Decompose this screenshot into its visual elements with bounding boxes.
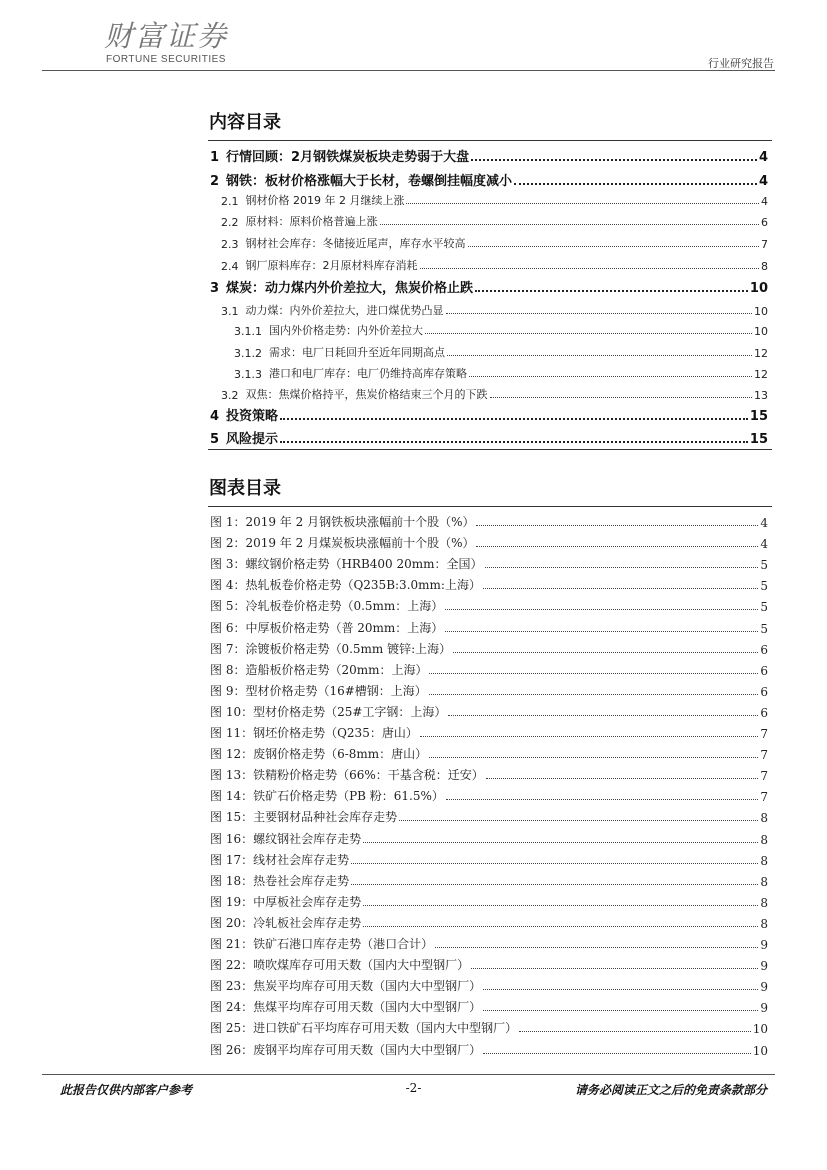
figure-entry[interactable] <box>210 827 768 847</box>
figure-entry-label: 图 5：冷轧板卷价格走势（0.5mm：上海） <box>210 599 444 614</box>
figure-entry-label: 图 12：废钢价格走势（6-8mm：唐山） <box>210 747 428 762</box>
toc-entry[interactable] <box>210 145 768 165</box>
leader-dots <box>471 158 757 161</box>
toc-entry-number: 2.3 <box>221 238 239 251</box>
leader-dots <box>280 440 748 443</box>
page-number: -2- <box>405 1081 422 1095</box>
figure-entry-page: 9 <box>760 959 768 974</box>
figure-entry-page: 7 <box>760 748 768 763</box>
figure-entry[interactable] <box>210 721 768 741</box>
toc-entry-number: 3 <box>210 281 220 296</box>
toc-entry[interactable] <box>221 298 768 318</box>
figure-entry[interactable] <box>210 594 768 614</box>
toc-entry-number: 2.4 <box>221 260 239 273</box>
figure-entry-label: 图 2：2019 年 2 月煤炭板块涨幅前十个股（%） <box>210 536 475 551</box>
figure-entry-label: 图 14：铁矿石价格走势（PB 粉：61.5%） <box>210 789 444 804</box>
toc-entry-text: 行情回顾：2月钢铁煤炭板块走势弱于大盘 <box>226 150 470 165</box>
figure-entry-page: 5 <box>760 558 768 573</box>
toc-entry-number: 5 <box>210 432 220 447</box>
leader-dots <box>351 862 758 864</box>
figure-entry-page: 9 <box>760 980 768 995</box>
leader-dots <box>429 693 759 695</box>
leader-dots <box>483 988 758 990</box>
leader-dots <box>447 354 752 356</box>
leader-dots <box>471 967 758 969</box>
leader-dots <box>446 312 753 314</box>
figure-entry-page: 9 <box>760 1001 768 1016</box>
leader-dots <box>519 1030 751 1032</box>
figure-entry[interactable] <box>210 637 768 657</box>
toc-entry-number: 2.2 <box>221 216 239 229</box>
leader-dots <box>469 375 752 377</box>
figure-entry-page: 5 <box>760 579 768 594</box>
leader-dots <box>486 777 759 779</box>
company-logo-en: FORTUNE SECURITIES <box>106 54 226 65</box>
toc-entry-text: 双焦：焦煤价格持平，焦炭价格结束三个月的下跌 <box>245 388 488 401</box>
leader-dots <box>435 946 758 948</box>
figure-entry-page: 8 <box>760 832 768 847</box>
figure-entry[interactable] <box>210 848 768 868</box>
figure-entry-label: 图 17：线材社会库存走势 <box>210 852 350 867</box>
leader-dots <box>363 841 758 843</box>
toc-entry-number: 3.1 <box>221 305 239 318</box>
leader-dots <box>420 267 760 269</box>
toc-entry[interactable] <box>210 169 768 189</box>
toc-entry[interactable] <box>234 318 768 338</box>
toc-title-divider <box>208 140 772 141</box>
toc-entry-page: 12 <box>754 347 768 360</box>
toc-title: 内容目录 <box>209 112 281 133</box>
leader-dots <box>399 819 758 821</box>
toc-entry-page: 4 <box>758 174 768 189</box>
toc-entry-page: 10 <box>749 281 768 296</box>
figure-entry-label: 图 1：2019 年 2 月钢铁板块涨幅前十个股（%） <box>210 515 475 529</box>
figure-entry-page: 10 <box>752 1043 768 1058</box>
leader-dots <box>490 396 753 398</box>
figures-title-divider <box>208 506 772 507</box>
toc-entry-page: 15 <box>749 409 768 424</box>
figure-entry-page: 6 <box>760 684 768 699</box>
figure-entry-page: 5 <box>760 600 768 615</box>
toc-entry[interactable] <box>221 253 768 273</box>
figure-entry-label: 图 15：主要钢材品种社会库存走势 <box>210 810 398 825</box>
figure-entry[interactable] <box>210 1016 768 1036</box>
toc-entry-page: 10 <box>754 305 768 318</box>
page-header <box>104 14 774 74</box>
toc-entry[interactable] <box>210 276 768 296</box>
leader-dots <box>380 223 760 225</box>
footer-divider <box>42 1074 775 1075</box>
figure-entry-label: 图 19：中厚板社会库存走势 <box>210 894 362 909</box>
toc-entry-text: 港口和电厂库存：电厂仍维持高库存策略 <box>269 367 467 380</box>
leader-dots <box>483 587 758 589</box>
toc-entry-number: 1 <box>210 150 220 165</box>
leader-dots <box>483 1009 758 1011</box>
figure-entry-label: 图 18：热卷社会库存走势 <box>210 873 350 888</box>
leader-dots <box>429 756 758 758</box>
toc-entry[interactable] <box>221 231 768 251</box>
toc-entry-text: 钢厂原料库存：2月原材料库存消耗 <box>245 259 418 272</box>
footer-notice: 请务必阅读正文之后的免责条款部分 <box>574 1083 767 1097</box>
figure-entry[interactable] <box>210 911 768 931</box>
figure-entry-page: 6 <box>760 642 768 657</box>
figure-entry[interactable] <box>210 1038 768 1058</box>
leader-dots <box>420 735 759 737</box>
leader-dots <box>446 798 758 800</box>
figure-entry-label: 图 13：铁精粉价格走势（66%：干基含税：迁安） <box>210 768 484 783</box>
figure-entry[interactable] <box>210 805 768 825</box>
toc-entry[interactable] <box>221 382 768 402</box>
toc-entry-number: 3.1.3 <box>234 368 262 381</box>
figure-entry[interactable] <box>210 763 768 783</box>
toc-entry-text: 投资策略 <box>226 409 279 424</box>
leader-dots <box>425 332 752 334</box>
figures-title: 图表目录 <box>209 478 281 499</box>
figure-entry-label: 图 7：涂镀板价格走势（0.5mm 镀锌:上海） <box>210 641 452 656</box>
figure-entry-label: 图 3：螺纹钢价格走势（HRB400 20mm：全国） <box>210 557 483 572</box>
figure-entry-page: 8 <box>760 916 768 931</box>
toc-entry-number: 3.1.1 <box>234 325 262 338</box>
figure-entry-page: 8 <box>760 811 768 826</box>
figure-entry-label: 图 25：进口铁矿石平均库存可用天数（国内大中型钢厂） <box>210 1021 518 1036</box>
toc-entry[interactable] <box>210 427 768 447</box>
figure-entry[interactable] <box>210 700 768 720</box>
leader-dots <box>476 524 758 526</box>
toc-entry[interactable] <box>221 188 768 208</box>
figure-entry[interactable] <box>210 869 768 889</box>
figure-entry[interactable] <box>210 531 768 551</box>
leader-dots <box>453 651 758 653</box>
figure-entry-page: 4 <box>760 516 768 530</box>
toc-entry[interactable] <box>234 340 768 360</box>
figure-entry-label: 图 9：型材价格走势（16#槽钢：上海） <box>210 683 427 698</box>
leader-dots <box>280 417 748 420</box>
leader-dots <box>363 925 758 927</box>
toc-entry-text: 原材料：原料价格普遍上涨 <box>245 215 378 228</box>
leader-dots <box>476 545 758 547</box>
toc-entry-page: 4 <box>758 150 768 165</box>
figure-entry-label: 图 8：造船板价格走势（20mm：上海） <box>210 662 428 677</box>
figure-entry[interactable] <box>210 742 768 762</box>
figure-entry[interactable] <box>210 890 768 910</box>
leader-dots <box>483 1052 751 1054</box>
figure-entry-label: 图 11：钢坯价格走势（Q235：唐山） <box>210 726 418 740</box>
leader-dots <box>445 630 758 632</box>
toc-entry-text: 钢材社会库存：冬储接近尾声，库存水平较高 <box>245 237 466 250</box>
toc-entry-page: 15 <box>749 432 768 447</box>
figure-entry-page: 7 <box>760 790 768 805</box>
toc-entry-text: 动力煤：内外价差拉大，进口煤优势凸显 <box>245 304 444 317</box>
figure-entry-page: 8 <box>760 853 768 868</box>
leader-dots <box>429 672 758 674</box>
figure-entry[interactable] <box>210 658 768 678</box>
figure-entry-label: 图 23：焦炭平均库存可用天数（国内大中型钢厂） <box>210 979 482 994</box>
company-logo: 财富证券 <box>104 19 229 53</box>
toc-entry-page: 6 <box>761 216 768 229</box>
toc-entry-text: 钢铁：板材价格涨幅大于长材，卷螺倒挂幅度减小 <box>226 174 513 189</box>
figure-entry-label: 图 22：喷吹煤库存可用天数（国内大中型钢厂） <box>210 958 470 973</box>
header-divider <box>42 70 775 71</box>
footer-disclaimer: 此报告仅供内部客户参考 <box>60 1083 193 1097</box>
toc-entry-number: 2 <box>210 174 220 189</box>
figure-entry[interactable] <box>210 616 768 636</box>
figure-entry-page: 6 <box>760 705 768 720</box>
toc-entry-page: 12 <box>754 368 768 381</box>
figure-entry[interactable] <box>210 573 768 593</box>
figure-entry[interactable] <box>210 932 768 952</box>
figure-entry[interactable] <box>210 679 768 699</box>
figure-entry-label: 图 21：铁矿石港口库存走势（港口合计） <box>210 937 434 951</box>
figure-entry[interactable] <box>210 974 768 994</box>
leader-dots <box>351 883 758 885</box>
figure-entry-page: 10 <box>752 1022 768 1037</box>
leader-dots <box>468 245 760 247</box>
toc-entry[interactable] <box>221 209 768 229</box>
figure-entry[interactable] <box>210 784 768 804</box>
leader-dots <box>445 608 758 610</box>
figure-entry-page: 4 <box>760 537 768 552</box>
figure-entry-label: 图 16：螺纹钢社会库存走势 <box>210 831 362 846</box>
leader-dots <box>475 289 748 292</box>
leader-dots <box>485 566 759 568</box>
figure-entry[interactable] <box>210 510 768 530</box>
figure-entry[interactable] <box>210 953 768 973</box>
figure-entry-page: 7 <box>760 727 768 741</box>
figure-entry-label: 图 4：热轧板卷价格走势（Q235B:3.0mm:上海） <box>210 578 481 593</box>
figure-entry-page: 5 <box>760 621 768 636</box>
toc-entry-number: 3.2 <box>221 389 239 402</box>
leader-dots <box>448 714 758 716</box>
leader-dots <box>514 182 757 185</box>
figure-entry-page: 8 <box>760 895 768 910</box>
toc-entry-text: 钢材价格 2019 年 2 月继续上涨 <box>245 194 405 207</box>
toc-entry-number: 4 <box>210 409 220 424</box>
toc-entry[interactable] <box>234 361 768 381</box>
figure-entry-page: 7 <box>760 769 768 784</box>
figure-entry-label: 图 26：废钢平均库存可用天数（国内大中型钢厂） <box>210 1042 482 1057</box>
toc-entry-page: 4 <box>761 195 768 208</box>
toc-entry-text: 风险提示 <box>226 432 279 447</box>
leader-dots <box>363 904 758 906</box>
toc-entry-number: 2.1 <box>221 195 239 208</box>
leader-dots <box>406 202 759 204</box>
toc-entry-page: 13 <box>754 389 768 402</box>
figure-entry-label: 图 6：中厚板价格走势（普 20mm：上海） <box>210 620 444 635</box>
figure-entry-label: 图 20：冷轧板社会库存走势 <box>210 915 362 930</box>
report-type: 行业研究报告 <box>708 57 774 70</box>
figure-entry-page: 9 <box>760 938 768 952</box>
toc-entry-page: 10 <box>754 325 768 338</box>
toc-entry[interactable] <box>210 404 768 424</box>
figure-entry-label: 图 10：型材价格走势（25#工字钢：上海） <box>210 704 447 719</box>
toc-entry-page: 8 <box>761 260 768 273</box>
toc-entry-text: 煤炭：动力煤内外价差拉大，焦炭价格止跌 <box>226 281 474 296</box>
toc-entry-text: 国内外价格走势：内外价差拉大 <box>269 324 423 337</box>
toc-entry-page: 7 <box>761 238 768 251</box>
toc-entry-number: 3.1.2 <box>234 347 262 360</box>
figure-entry-page: 6 <box>760 663 768 678</box>
figure-entry-page: 8 <box>760 874 768 889</box>
toc-bottom-divider <box>208 449 772 450</box>
figure-entry[interactable] <box>210 552 768 572</box>
toc-entry-text: 需求：电厂日耗回升至近年同期高点 <box>269 346 445 359</box>
figure-entry[interactable] <box>210 995 768 1015</box>
figure-entry-label: 图 24：焦煤平均库存可用天数（国内大中型钢厂） <box>210 1000 482 1015</box>
